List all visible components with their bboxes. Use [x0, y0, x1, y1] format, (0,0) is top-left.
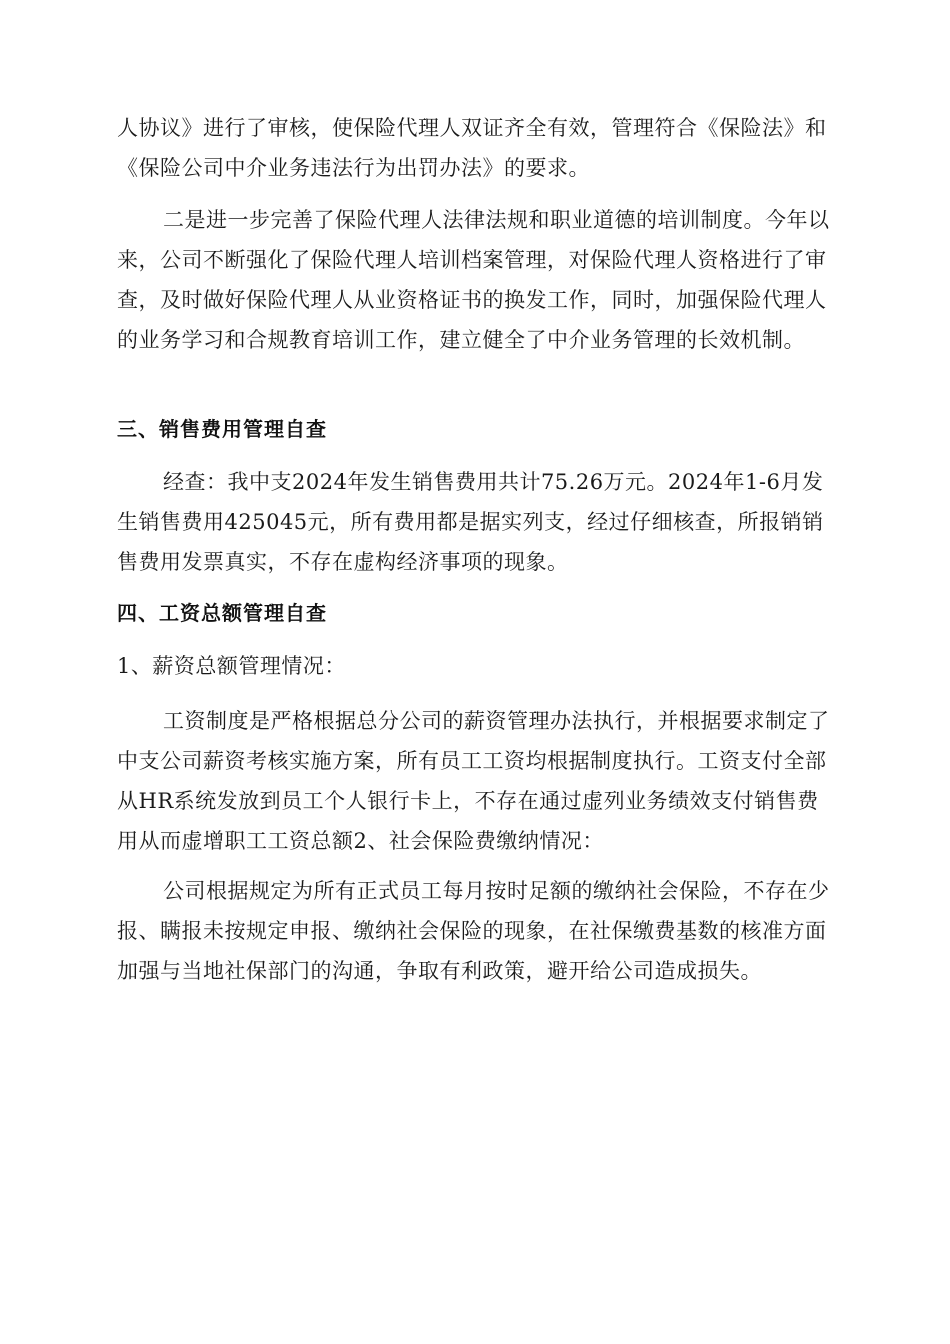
section-heading-sales-expense: 三、销售费用管理自查	[117, 417, 327, 441]
paragraph-salary-management: 工资制度是严格根据总分公司的薪资管理办法执行，并根据要求制定了中支公司薪资考核实施方案，所有员工工资均根据制度执行。工资支付全部从HR系统发放到员工个人银行卡上，不存在通过虚列业务绩效支付销售费用从而虚增职工工资总额2、社会保险费缴纳情况：	[117, 709, 830, 853]
paragraph-agent-training: 二是进一步完善了保险代理人法律法规和职业道德的培训制度。今年以来，公司不断强化了保险代理人培训档案管理，对保险代理人资格进行了审查，及时做好保险代理人从业资格证书的换发工作，同时，加强保险代理人的业务学习和合规教育培训工作，建立健全了中介业务管理的长效机制。	[117, 208, 830, 352]
paragraph-agent-agreement-review: 人协议》进行了审核，使保险代理人双证齐全有效，管理符合《保险法》和《保险公司中介业务违法行为出罚办法》的要求。	[117, 116, 827, 180]
paragraph-sales-expense: 经查：我中支2024年发生销售费用共计75.26万元。2024年1-6月发生销售费用425045元，所有费用都是据实列支，经过仔细核查，所报销销售费用发票真实，不存在虚构经济事项的现象。	[117, 470, 824, 574]
section-heading-wage-total: 四、工资总额管理自查	[117, 601, 327, 625]
subheading-salary-total: 1、薪资总额管理情况：	[117, 654, 346, 678]
paragraph-social-insurance: 公司根据规定为所有正式员工每月按时足额的缴纳社会保险，不存在少报、瞒报未按规定申报、缴纳社会保险的现象，在社保缴费基数的核准方面加强与当地社保部门的沟通，争取有利政策，避开给公司造成损失。	[117, 879, 830, 983]
